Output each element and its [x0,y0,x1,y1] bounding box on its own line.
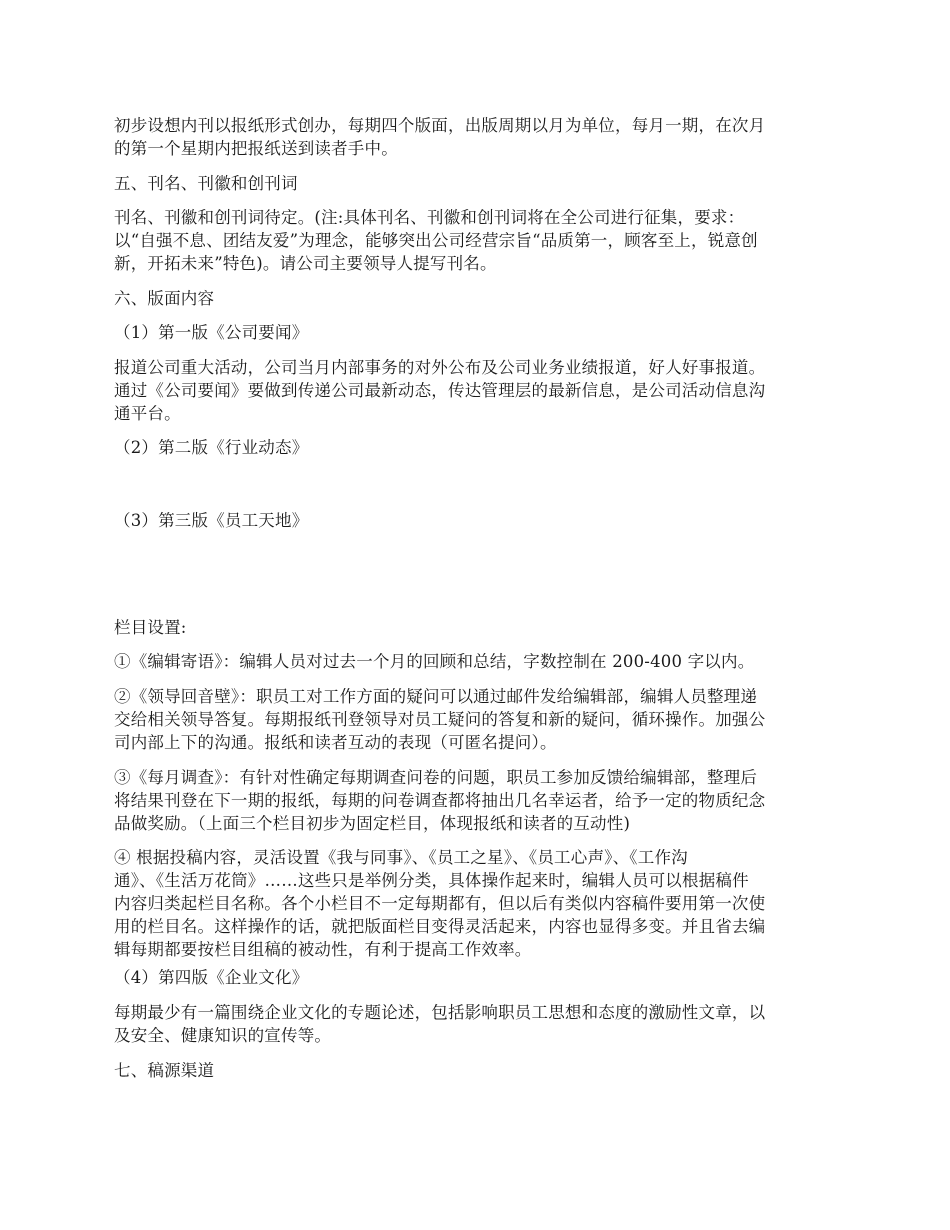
name-pending-paragraph: 刊名、刊徽和创刊词待定。(注:具体刊名、刊徽和创刊词将在全公司进行征集，要求： 以“自强不息、团结友爱”为理念，能够突出公司经营宗旨“品质第一，顾客至上，锐意创 新，开拓未来”特色)。请公司主要领导人提写刊名。 [114,208,758,273]
columns-title: 栏目设置: [114,618,187,637]
page-4-title: （4）第四版《企业文化》 [114,968,309,987]
section-heading-6: 六、版面内容 [114,289,215,308]
section-heading-7: 七、稿源渠道 [114,1061,215,1080]
page-2-title: （2）第二版《行业动态》 [114,438,309,457]
column-2-paragraph: ②《领导回音壁》：职员工对工作方面的疑问可以通过邮件发给编辑部，编辑人员整理递 交给相关领导答复。每期报纸刊登领导对员工疑问的答复和新的疑问，循环操作。加强公 司内部上下的沟通。报纸和读者互动的表现（可匿名提问）。 [114,687,766,752]
page-1-title: （1）第一版《公司要闻》 [114,323,309,342]
column-4-paragraph: ④ 根据投稿内容，灵活设置《我与同事》、《员工之星》、《员工心声》、《工作沟 通》、《生活万花筒》……这些只是举例分类，具体操作起来时，编辑人员可以根据稿件 内容归类起栏目名称。各个小栏目不一定每期都有，但以后有类似内容稿件要用第一次使 用的栏目名。这样操作的话，就把版面栏目变得灵活起来，内容也显得多变。并且省去编 辑每期都要按栏目组稿的被动性，有利于提高工作效率。 [114,848,766,959]
page-4-body: 每期最少有一篇围绕企业文化的专题论述，包括影响职员工思想和态度的激励性文章，以 及安全、健康知识的宣传等。 [114,1003,766,1045]
page-3-title: （3）第三版《员工天地》 [114,511,309,530]
page-1-body: 报道公司重大活动，公司当月内部事务的对外公布及公司业务业绩报道，好人好事报道。 通过《公司要闻》要做到传递公司最新动态，传达管理层的最新信息，是公司活动信息沟 通平台。 [114,358,766,423]
column-3-paragraph: ③《每月调查》：有针对性确定每期调查问卷的问题，职员工参加反馈给编辑部，整理后 将结果刊登在下一期的报纸，每期的问卷调查都将抽出几名幸运者，给予一定的物质纪念 品做奖励。（上面三个栏目初步为固定栏目，体现报纸和读者的互动性) [114,768,766,833]
intro-paragraph: 初步设想内刊以报纸形式创办，每期四个版面，出版周期以月为单位，每月一期，在次月 的第一个星期内把报纸送到读者手中。 [114,116,766,158]
column-1-paragraph: ①《编辑寄语》：编辑人员对过去一个月的回顾和总结，字数控制在 200-400 字以内。 [114,652,755,671]
section-heading-5: 五、刊名、刊徽和创刊词 [114,174,298,193]
